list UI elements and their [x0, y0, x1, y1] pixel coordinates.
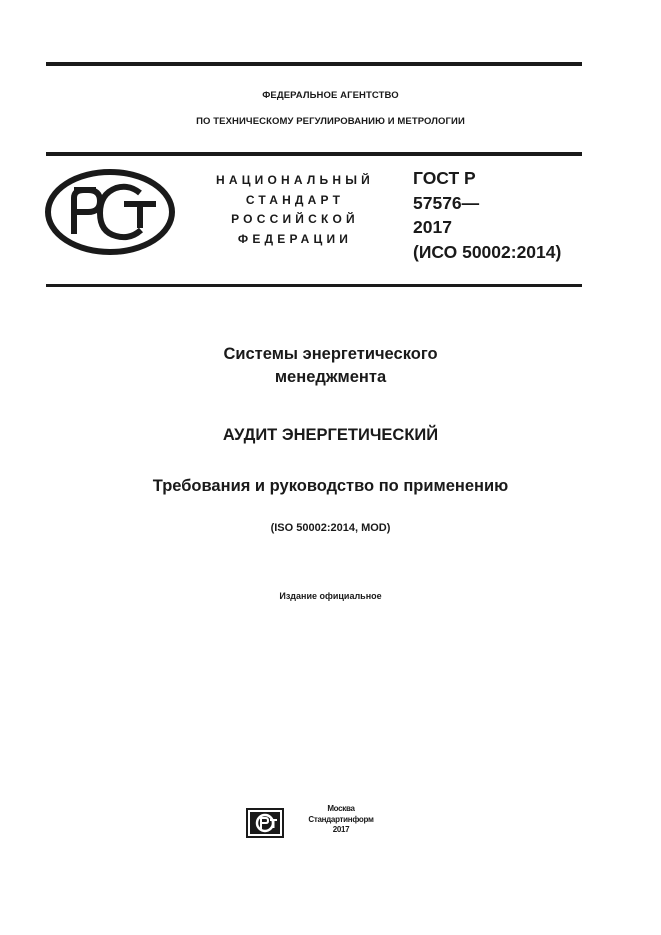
main-title: АУДИТ ЭНЕРГЕТИЧЕСКИЙ: [222, 426, 439, 444]
rst-certification-mark-icon: [44, 168, 176, 256]
designation-line-2: 57576—: [413, 192, 480, 213]
designation-line-1: ГОСТ Р: [413, 168, 476, 188]
edition-label: Издание официальное: [279, 591, 382, 601]
publisher-city: Москва: [327, 804, 355, 813]
title-line-2: менеджмента: [274, 368, 387, 386]
agency-line-1: ФЕДЕРАЛЬНОЕ АГЕНТСТВО: [262, 90, 399, 101]
designation-line-3: 2017: [413, 217, 452, 237]
standard-designation: [413, 166, 561, 264]
title-line-1: Системы энергетического: [223, 345, 438, 363]
national-standard-label: [190, 171, 400, 249]
header-top-rule: [46, 152, 582, 156]
designation-line-4: (ИСО 50002:2014): [413, 241, 562, 262]
publisher-year: 2017: [332, 825, 350, 834]
national-standard-line-1: НАЦИОНАЛЬНЫЙ: [215, 173, 375, 187]
publisher-name: Стандартинформ: [308, 814, 374, 824]
header-bottom-rule: [46, 284, 582, 287]
iso-reference: (ISO 50002:2014, MOD): [270, 522, 391, 534]
subtitle: Требования и руководство по применению: [152, 477, 509, 495]
publisher-info: [296, 804, 386, 836]
national-standard-line-4: ФЕДЕРАЦИИ: [237, 231, 353, 246]
title-block: [0, 343, 661, 389]
top-rule: [46, 62, 582, 66]
national-standard-line-3: РОССИЙСКОЙ: [231, 212, 359, 226]
agency-line-2: ПО ТЕХНИЧЕСКОМУ РЕГУЛИРОВАНИЮ И МЕТРОЛОГИИ: [196, 116, 465, 127]
standartinform-logo-icon: [246, 808, 284, 838]
national-standard-line-2: СТАНДАРТ: [245, 192, 345, 207]
